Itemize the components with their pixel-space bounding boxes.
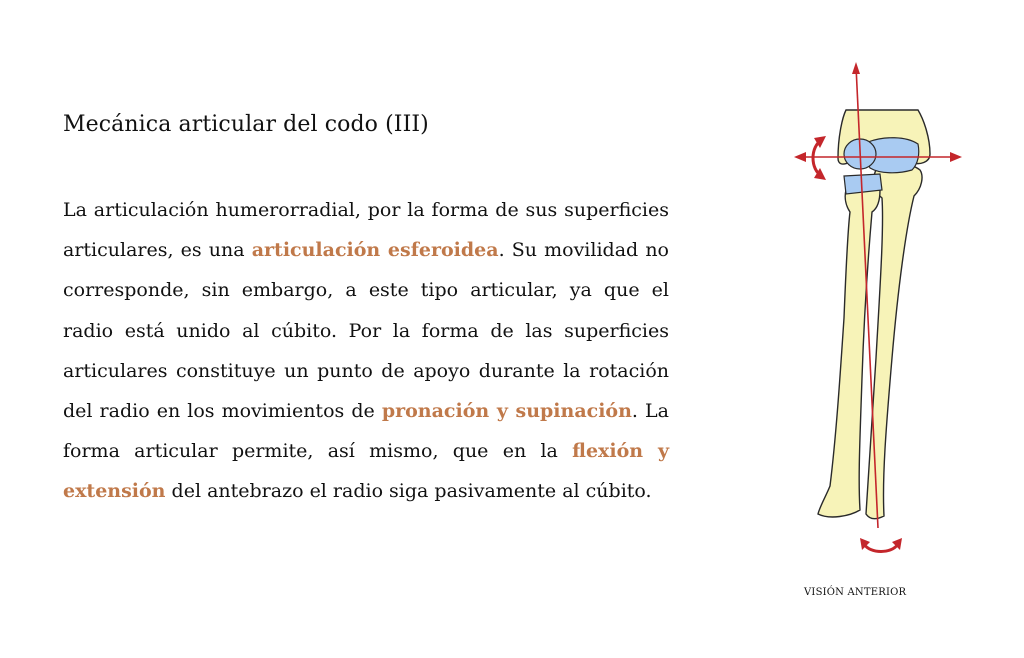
text-segment: del antebrazo el radio siga pasivamente al cúbito. — [165, 480, 652, 503]
pronation-rotation-arrow — [864, 544, 898, 552]
body-paragraph — [63, 190, 669, 512]
forearm-bones-illustration — [780, 58, 980, 558]
highlight-articulacion-esferoidea: articulación esferoidea — [251, 239, 499, 262]
page-title: Mecánica articular del codo (III) — [63, 112, 429, 137]
axis-arrowhead-left — [794, 152, 806, 162]
text-segment: . La forma articular permite, así mismo, que en la — [63, 400, 669, 463]
figure-caption: VISIÓN ANTERIOR — [804, 587, 907, 598]
axis-arrowhead-right — [950, 152, 962, 162]
highlight-pronacion-supinacion: pronación y supinación — [381, 400, 632, 423]
radial-head-cartilage — [844, 174, 882, 194]
text-segment: . Su movilidad no corresponde, sin embargo, a este tipo articular, ya que el radio está unido al cúbito. Por la forma de las superficies articulares constituye un punto de apoyo durante la rotación del radio en los movimientos de — [63, 239, 669, 423]
text-segment: La articulación humerorradial, por la forma de sus superficies articulares, es una — [63, 199, 669, 262]
axis-arrowhead-top — [852, 62, 860, 74]
highlight-flexion-extension: flexión y extensión — [63, 440, 669, 503]
